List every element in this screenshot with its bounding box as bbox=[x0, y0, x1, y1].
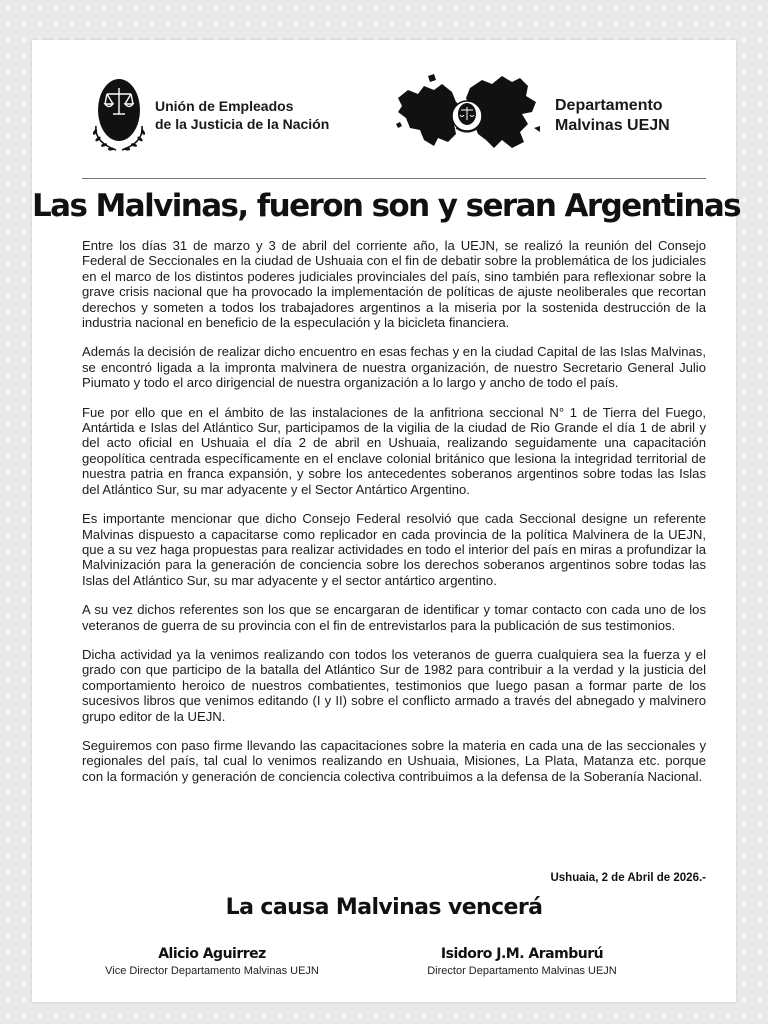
paragraph: Es importante mencionar que dicho Consejo Federal resolvió que cada Seccional designe un referente Malvinas dispuesto a capacitarse como replicador en cada provincia de la política Malvinera de la UEJN, que a su vez haga propuestas para realizar actividades en todo el interior del país en miras a profundizar la Malvinización para la generación de conciencia sobre los derechos soberanos argentinos sobre todas las Islas del Atlántico Sur, su mar adyacente y el sector antártico argentino. bbox=[82, 511, 706, 588]
closing-slogan: La causa Malvinas vencerá bbox=[225, 895, 543, 920]
signatory-name: Isidoro J.M. Aramburú bbox=[440, 946, 604, 962]
malvinas-islands-map-icon bbox=[394, 68, 544, 158]
document-title: Las Malvinas, fueron son y seran Argentinas bbox=[32, 188, 740, 224]
document-date: Ushuaia, 2 de Abril de 2026.- bbox=[550, 872, 706, 884]
union-name bbox=[155, 97, 329, 133]
union-name-line2: de la Justicia de la Nación bbox=[155, 116, 330, 132]
uejn-logo-icon bbox=[88, 76, 150, 154]
paragraph: Fue por ello que en el ámbito de las instalaciones de la anfitriona seccional N° 1 de Tierra del Fuego, Antártida e Islas del Atlántico Sur, participamos de la vigilia de la ciudad de Rio Grande el día 1 de abril y del acto oficial en Ushuaia el día 2 de abril en Ushuaia, realizando seguidamente una capacitación geopolítica centrada específicamente en el enclave colonial británico que lesiona la integridad territorial de nuestra patria en franca expansión, y sobre los antecedentes soberanos argentinos sobre todas las Islas del Atlántico Sur, su mar adyacente y el Sector Antártico Argentino. bbox=[82, 404, 706, 497]
letter-body bbox=[82, 238, 706, 798]
paragraph: Dicha actividad ya la venimos realizando con todos los veteranos de guerra cualquiera sea la fuerza y el grado con que participo de la batalla del Atlántico Sur de 1982 para contribuir a la verdad y la justicia del comportamiento heroico de nuestros combatientes, testimonios que luego pasan a formar parte de los sucesivos libros que venimos editando (I y II) sobre el conflicto armado a través del abnegado y malvinero grupo editor de la UEJN. bbox=[82, 646, 706, 724]
paragraph: Además la decisión de realizar dicho encuentro en esas fechas y en la ciudad Capital de las Islas Malvinas, se encontró ligada a la impronta malvinera de nuestra organización, de nuestro Secretario General Julio Piumato y todo el arco dirigencial de nuestra organización a lo largo y ancho de todo el país. bbox=[82, 344, 706, 391]
letterhead bbox=[32, 40, 736, 180]
department-name bbox=[555, 96, 670, 136]
signature-block-director bbox=[392, 946, 652, 977]
department-name-line1: Departamento bbox=[555, 97, 663, 114]
paragraph: Seguiremos con paso firme llevando las capacitaciones sobre la materia en cada una de las seccionales y regionales del país, tal cual lo venimos realizando en Ushuaia, Misiones, La Plata, Matanza etc. porque con la formación y generación de conciencia colectiva contribuimos a la defensa de la Soberanía Nacional. bbox=[82, 737, 706, 784]
document-sheet bbox=[32, 40, 740, 1002]
union-name-line1: Unión de Empleados bbox=[155, 98, 294, 114]
signatory-name: Alicio Aguirrez bbox=[158, 946, 266, 962]
signatory-role: Vice Director Departamento Malvinas UEJN bbox=[105, 965, 319, 977]
department-name-line2: Malvinas UEJN bbox=[555, 117, 670, 134]
signature-block-vice-director bbox=[82, 946, 342, 977]
header-divider bbox=[82, 178, 706, 179]
paragraph: A su vez dichos referentes son los que se encargaran de identificar y tomar contacto con cada uno de los veteranos de guerra de su provincia con el fin de entrevistarlos para la publicación de sus testimonios. bbox=[82, 602, 706, 633]
signatory-role: Director Departamento Malvinas UEJN bbox=[427, 965, 617, 977]
paragraph: Entre los días 31 de marzo y 3 de abril del corriente año, la UEJN, se realizó la reunión del Consejo Federal de Seccionales en la ciudad de Ushuaia con el fin de debatir sobre la problemática de los judiciales en el marco de los distintos poderes judiciales provinciales del país, sino también para reflexionar sobre la grave crisis nacional que ha provocado la implementación de políticas de ajuste neoliberales que recortan derechos y someten a todos los trabajadores argentinos a la miseria por la sostenida destrucción de la industria nacional en beneficio de la especulación y la bicicleta financiera. bbox=[82, 238, 706, 331]
